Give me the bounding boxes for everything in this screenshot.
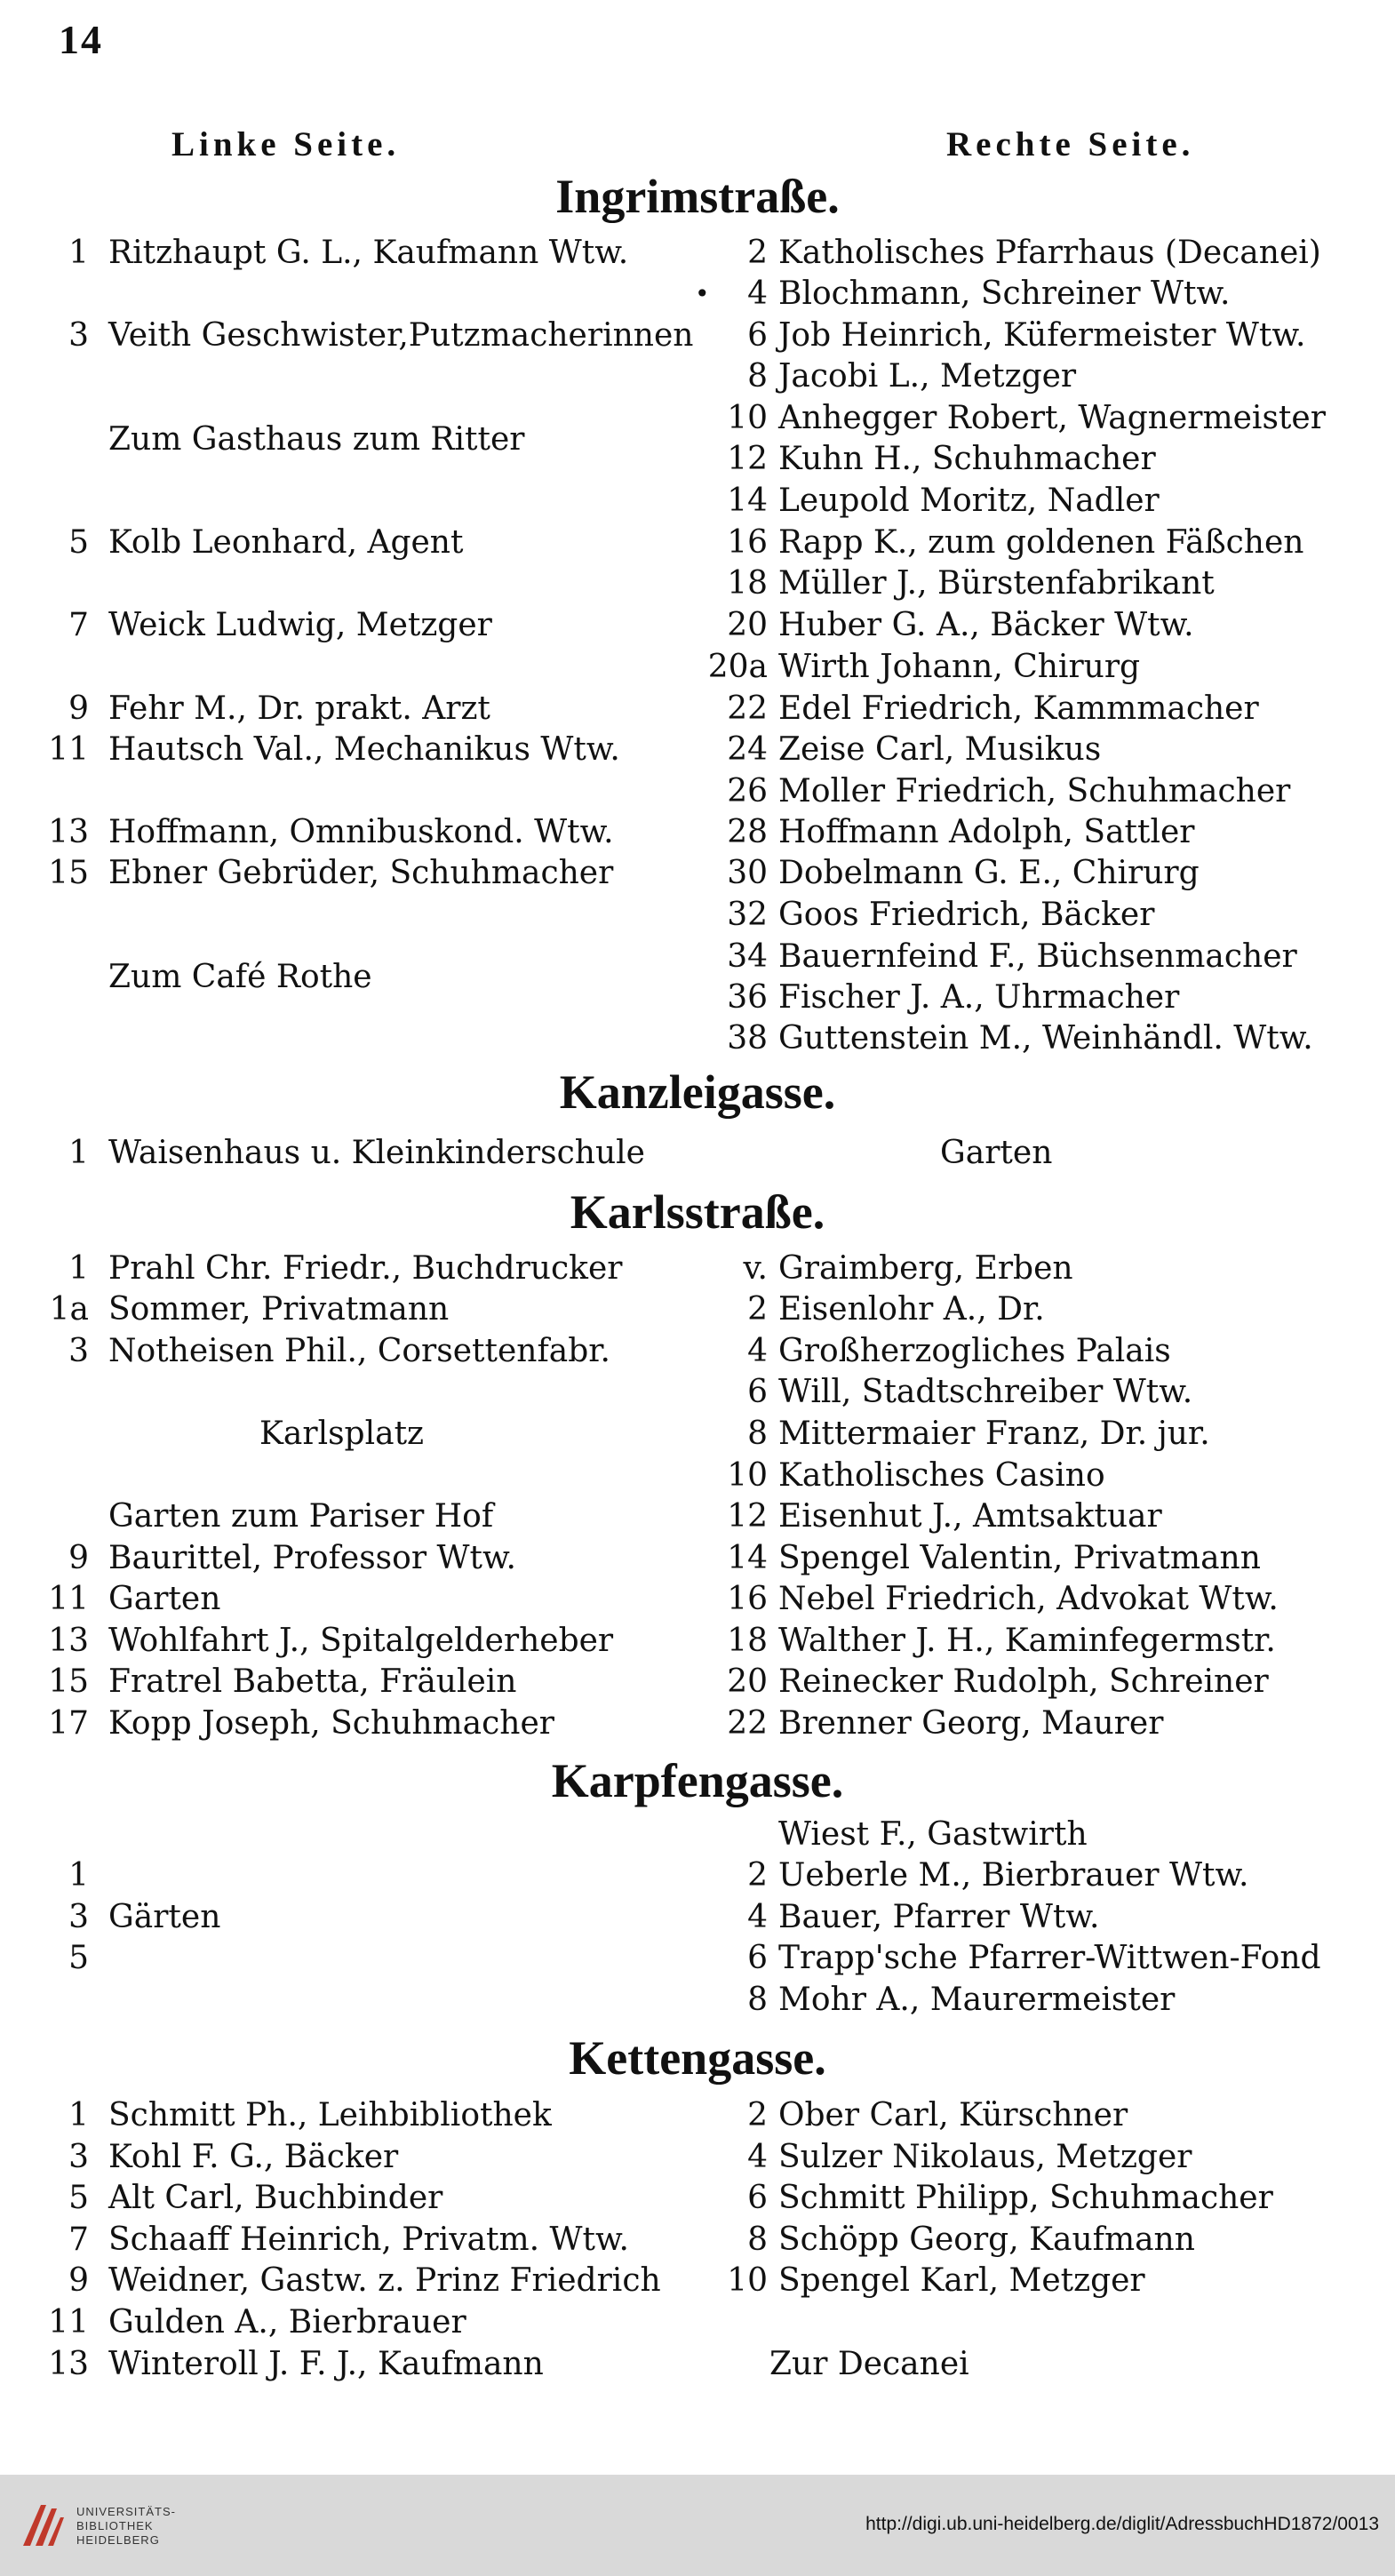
house-number: v. xyxy=(743,1250,768,1287)
resident-entry: Brenner Georg, Maurer xyxy=(778,1705,1164,1742)
resident-entry: Moller Friedrich, Schuhmacher xyxy=(778,773,1291,809)
house-number: 10 xyxy=(727,1457,768,1494)
section-title-karlsstrasse: Karlsstraße. xyxy=(570,1185,825,1239)
library-name xyxy=(76,2505,176,2548)
house-number: 13 xyxy=(48,2346,89,2382)
house-number: 14 xyxy=(727,1540,768,1576)
house-number: 13 xyxy=(48,814,89,850)
house-number: 10 xyxy=(727,400,768,436)
resident-entry: Nebel Friedrich, Advokat Wtw. xyxy=(778,1581,1279,1617)
house-number: 18 xyxy=(727,565,768,602)
library-name-line: BIBLIOTHEK xyxy=(76,2519,154,2532)
resident-entry: Huber G. A., Bäcker Wtw. xyxy=(778,607,1194,643)
resident-entry: Schaaff Heinrich, Privatm. Wtw. xyxy=(108,2221,630,2258)
house-number: 22 xyxy=(727,1705,768,1742)
house-number: 11 xyxy=(48,731,89,768)
house-number: 7 xyxy=(68,2221,89,2258)
house-number: 2 xyxy=(747,1291,768,1328)
house-number: 20 xyxy=(727,1663,768,1700)
resident-entry: Notheisen Phil., Corsettenfabr. xyxy=(108,1333,610,1369)
house-number: 13 xyxy=(48,1623,89,1659)
resident-entry: Trapp'sche Pfarrer-Wittwen-Fond xyxy=(778,1940,1321,1976)
house-number: 6 xyxy=(747,317,768,354)
house-number: 7 xyxy=(68,607,89,643)
resident-entry: Spengel Valentin, Privatmann xyxy=(778,1540,1261,1576)
left-column-header: Linke Seite. xyxy=(171,125,401,163)
karlsplatz-note: Karlsplatz xyxy=(259,1416,425,1452)
resident-entry: Weick Ludwig, Metzger xyxy=(108,607,492,643)
house-number: 6 xyxy=(747,1374,768,1410)
resident-entry: Veith Geschwister,Putzmacherinnen xyxy=(108,317,694,354)
house-number: 5 xyxy=(68,524,89,561)
house-number: 4 xyxy=(747,275,768,312)
resident-entry: Kuhn H., Schuhmacher xyxy=(778,441,1156,477)
house-number: 24 xyxy=(727,731,768,768)
resident-entry: Bauernfeind F., Büchsenmacher xyxy=(778,938,1297,975)
resident-entry: Job Heinrich, Küfermeister Wtw. xyxy=(778,317,1306,354)
house-number: 16 xyxy=(727,524,768,561)
house-number: 8 xyxy=(747,1982,768,2018)
resident-entry: Eisenhut J., Amtsaktuar xyxy=(778,1498,1162,1535)
house-number: 20a xyxy=(707,649,768,685)
house-number: 17 xyxy=(48,1705,89,1742)
house-number: 1 xyxy=(68,1250,89,1287)
resident-entry: Goos Friedrich, Bäcker xyxy=(778,897,1155,933)
section-title-kanzleigasse: Kanzleigasse. xyxy=(559,1065,836,1119)
resident-entry: Edel Friedrich, Kammmacher xyxy=(778,690,1259,727)
house-number: 1 xyxy=(68,2097,89,2133)
resident-entry: Kohl F. G., Bäcker xyxy=(108,2139,399,2175)
resident-entry: Garten zum Pariser Hof xyxy=(108,1498,494,1535)
house-number: 3 xyxy=(68,1899,89,1935)
house-number: 8 xyxy=(747,358,768,395)
house-number: 10 xyxy=(727,2262,768,2299)
resident-entry: Schmitt Philipp, Schuhmacher xyxy=(778,2180,1273,2216)
resident-entry: Jacobi L., Metzger xyxy=(778,358,1077,395)
resident-entry: Alt Carl, Buchbinder xyxy=(108,2180,443,2216)
resident-entry: Hoffmann, Omnibuskond. Wtw. xyxy=(108,814,614,850)
resident-entry: Baurittel, Professor Wtw. xyxy=(108,1540,516,1576)
resident-entry: Anhegger Robert, Wagnermeister xyxy=(778,400,1326,436)
house-number: 5 xyxy=(68,2180,89,2216)
house-number: 32 xyxy=(727,897,768,933)
resident-entry: Zum Café Rothe xyxy=(108,959,372,995)
resident-entry: Gärten xyxy=(108,1899,221,1935)
house-number: 3 xyxy=(68,317,89,354)
house-number: 14 xyxy=(727,483,768,519)
resident-entry: Fischer J. A., Uhrmacher xyxy=(778,979,1180,1016)
resident-entry: Schöpp Georg, Kaufmann xyxy=(778,2221,1195,2258)
resident-entry: Müller J., Bürstenfabrikant xyxy=(778,565,1215,602)
resident-entry: Zeise Carl, Musikus xyxy=(778,731,1102,768)
house-number: 4 xyxy=(747,1899,768,1935)
resident-entry: Katholisches Casino xyxy=(778,1457,1105,1494)
resident-entry: Katholisches Pfarrhaus (Decanei) xyxy=(778,235,1321,271)
resident-entry: Graimberg, Erben xyxy=(778,1250,1073,1287)
resident-entry: Wiest F., Gastwirth xyxy=(778,1816,1088,1853)
resident-entry: Fratrel Babetta, Fräulein xyxy=(108,1663,517,1700)
resident-entry: Sommer, Privatmann xyxy=(108,1291,450,1328)
resident-entry: Will, Stadtschreiber Wtw. xyxy=(778,1374,1193,1410)
house-number: 26 xyxy=(727,773,768,809)
garden-note: Garten xyxy=(940,1135,1053,1171)
house-number: 8 xyxy=(747,2221,768,2258)
university-library-logo-icon[interactable] xyxy=(20,2501,66,2549)
resident-entry: Kolb Leonhard, Agent xyxy=(108,524,464,561)
resident-entry: Prahl Chr. Friedr., Buchdrucker xyxy=(108,1250,623,1287)
resident-entry: Mohr A., Maurermeister xyxy=(778,1982,1176,2018)
resident-entry: Eisenlohr A., Dr. xyxy=(778,1291,1045,1328)
house-number: 2 xyxy=(747,1857,768,1894)
resident-entry: Reinecker Rudolph, Schreiner xyxy=(778,1663,1269,1700)
house-number: 11 xyxy=(48,1581,89,1617)
house-number: 30 xyxy=(727,855,768,891)
house-number: 6 xyxy=(747,2180,768,2216)
resident-entry: Ritzhaupt G. L., Kaufmann Wtw. xyxy=(108,235,629,271)
house-number: 1 xyxy=(68,1857,89,1894)
resident-entry: Großherzogliches Palais xyxy=(778,1333,1171,1369)
resident-entry: Blochmann, Schreiner Wtw. xyxy=(778,275,1231,312)
house-number: 4 xyxy=(747,2139,768,2175)
house-number: 16 xyxy=(727,1581,768,1617)
resident-entry: Weidner, Gastw. z. Prinz Friedrich xyxy=(108,2262,661,2299)
resident-entry: Wirth Johann, Chirurg xyxy=(778,649,1141,685)
resident-entry: Ueberle M., Bierbrauer Wtw. xyxy=(778,1857,1249,1894)
resident-entry: Ober Carl, Kürschner xyxy=(778,2097,1128,2133)
house-number: 3 xyxy=(68,2139,89,2175)
right-column-header: Rechte Seite. xyxy=(946,125,1195,163)
section-title-kettengasse: Kettengasse. xyxy=(569,2031,826,2085)
house-number: 18 xyxy=(727,1623,768,1659)
house-number: 8 xyxy=(747,1416,768,1452)
house-number: 4 xyxy=(747,1333,768,1369)
house-number: 1 xyxy=(68,235,89,271)
house-number: 9 xyxy=(68,690,89,727)
house-number: 2 xyxy=(747,235,768,271)
house-number: 15 xyxy=(48,855,89,891)
page-number: 14 xyxy=(59,17,103,62)
house-number: 1a xyxy=(49,1291,89,1328)
resident-entry: Sulzer Nikolaus, Metzger xyxy=(778,2139,1192,2175)
house-number: 3 xyxy=(68,1333,89,1369)
resident-entry: Ebner Gebrüder, Schuhmacher xyxy=(108,855,614,891)
house-number: 11 xyxy=(48,2304,89,2341)
house-number: 34 xyxy=(727,938,768,975)
resident-entry: Mittermaier Franz, Dr. jur. xyxy=(778,1416,1210,1452)
resident-entry: Wohlfahrt J., Spitalgelderheber xyxy=(108,1623,614,1659)
resident-entry: Zum Gasthaus zum Ritter xyxy=(108,421,525,458)
resident-entry: Garten xyxy=(108,1581,221,1617)
library-name-line: HEIDELBERG xyxy=(76,2533,160,2547)
house-number: 15 xyxy=(48,1663,89,1700)
house-number: 22 xyxy=(727,690,768,727)
bullet-mark: • xyxy=(695,279,710,308)
resident-entry: Fehr M., Dr. prakt. Arzt xyxy=(108,690,490,727)
resident-entry: Leupold Moritz, Nadler xyxy=(778,483,1160,519)
house-number: 5 xyxy=(68,1940,89,1976)
viewer-footer xyxy=(0,2475,1395,2576)
house-number: 6 xyxy=(747,1940,768,1976)
resident-entry: Zur Decanei xyxy=(769,2346,969,2382)
house-number: 28 xyxy=(727,814,768,850)
resident-entry: Kopp Joseph, Schuhmacher xyxy=(108,1705,554,1742)
house-number: 20 xyxy=(727,607,768,643)
section-title-ingrimstrasse: Ingrimstraße. xyxy=(555,170,840,223)
resident-entry: Gulden A., Bierbrauer xyxy=(108,2304,466,2341)
house-number: 1 xyxy=(68,1135,89,1171)
resident-entry: Walther J. H., Kaminfegermstr. xyxy=(778,1623,1276,1659)
resident-entry: Rapp K., zum goldenen Fäßchen xyxy=(778,524,1304,561)
resident-entry: Bauer, Pfarrer Wtw. xyxy=(778,1899,1100,1935)
resident-entry: Waisenhaus u. Kleinkinderschule xyxy=(108,1135,645,1171)
house-number: 9 xyxy=(68,1540,89,1576)
library-name-line: UNIVERSITÄTS- xyxy=(76,2505,176,2518)
house-number: 2 xyxy=(747,2097,768,2133)
resident-entry: Hautsch Val., Mechanikus Wtw. xyxy=(108,731,620,768)
resident-entry: Hoffmann Adolph, Sattler xyxy=(778,814,1195,850)
house-number: 36 xyxy=(727,979,768,1016)
house-number: 38 xyxy=(727,1020,768,1057)
section-title-karpfengasse: Karpfengasse. xyxy=(551,1754,844,1807)
resident-entry: Dobelmann G. E., Chirurg xyxy=(778,855,1200,891)
resident-entry: Winteroll J. F. J., Kaufmann xyxy=(108,2346,544,2382)
house-number: 12 xyxy=(727,441,768,477)
source-url-link[interactable]: http://digi.ub.uni-heidelberg.de/diglit/AdressbuchHD1872/0013 xyxy=(865,2514,1379,2534)
resident-entry: Spengel Karl, Metzger xyxy=(778,2262,1145,2299)
house-number: 9 xyxy=(68,2262,89,2299)
resident-entry: Schmitt Ph., Leihbibliothek xyxy=(108,2097,552,2133)
resident-entry: Guttenstein M., Weinhändl. Wtw. xyxy=(778,1020,1313,1057)
house-number: 12 xyxy=(727,1498,768,1535)
